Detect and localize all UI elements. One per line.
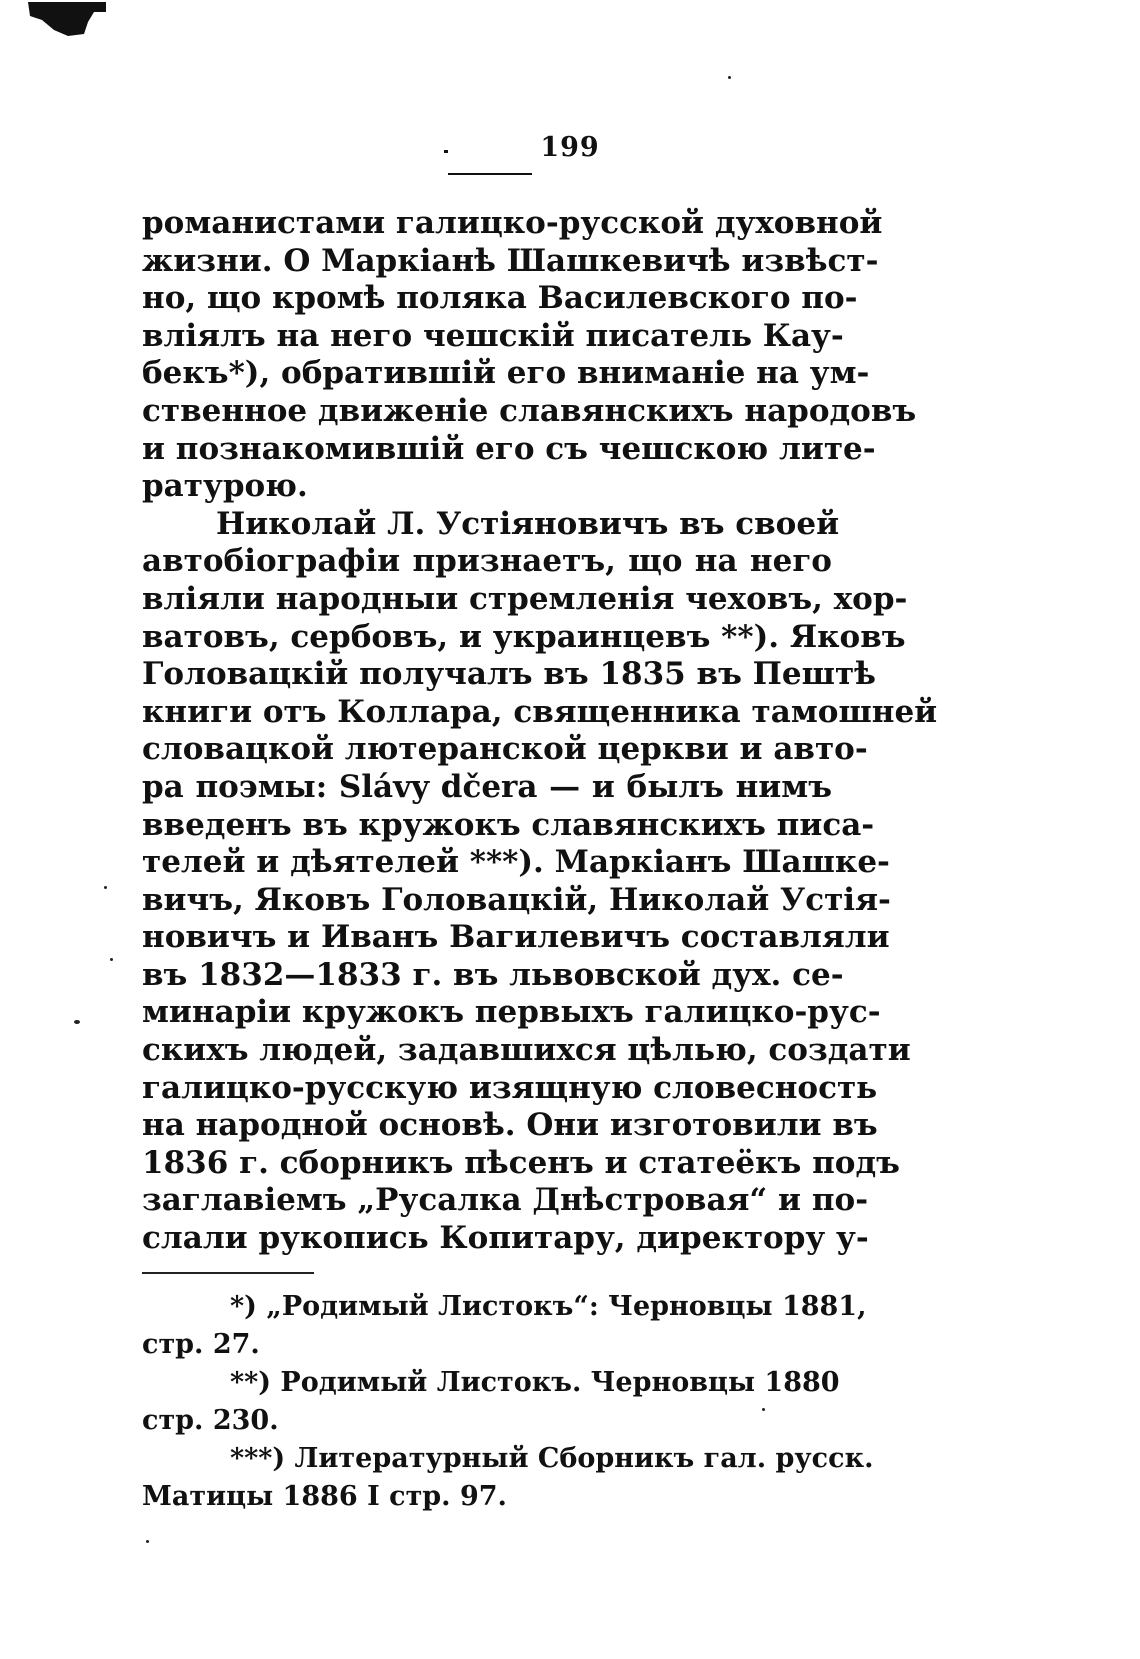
- footnote-separator: [142, 1272, 314, 1274]
- printer-mark-icon: [28, 0, 106, 40]
- page-number: 199: [540, 132, 600, 163]
- text-line: вліяли народныи стремленія чеховъ, хор-: [142, 580, 908, 617]
- text-line: вліялъ на него чешскій писатель Кау-: [142, 317, 844, 354]
- speck: [728, 76, 731, 79]
- paragraph-start-line: Николай Л. Устіяновичъ въ своей: [216, 505, 840, 542]
- text-line: ственное движеніе славянскихъ народовъ: [142, 392, 917, 429]
- text-line: новичъ и Иванъ Вагилевичъ составляли: [142, 919, 890, 956]
- speck: [110, 958, 113, 961]
- text-line: но, що кромѣ поляка Василевского по-: [142, 280, 858, 317]
- footnote-line: *) „Родимый Листокъ“: Черновцы 1881,: [230, 1291, 867, 1322]
- text-line: ватовъ, сербовъ, и украинцевъ **). Яковъ: [142, 618, 906, 655]
- text-line: ратурою.: [142, 468, 308, 505]
- page-number-rule: [448, 173, 532, 175]
- text-line: галицко-русскую изящную словесность: [142, 1069, 878, 1106]
- text-line: минаріи кружокъ первыхъ галицко-рус-: [142, 994, 881, 1031]
- text-line: жизни. О Маркіанѣ Шашкевичѣ извѣст-: [142, 242, 879, 279]
- text-line: заглавіемъ „Русалка Днѣстровая“ и по-: [142, 1182, 869, 1219]
- speck: [74, 1020, 80, 1024]
- text-line: бекъ*), обратившій его вниманіе на ум-: [142, 355, 870, 392]
- text-line: автобіографіи признаетъ, що на него: [142, 543, 832, 580]
- footnote-line: стр. 230.: [142, 1405, 279, 1436]
- text-line: скихъ людей, задавшихся цѣлью, создати: [142, 1032, 911, 1069]
- footnotes: [142, 1288, 874, 1516]
- text-line: слали рукопись Копитару, директору у-: [142, 1220, 869, 1257]
- speck: [104, 886, 107, 889]
- footnote-line: Матицы 1886 I стр. 97.: [142, 1481, 507, 1512]
- text-line: въ 1832—1833 г. въ львовской дух. се-: [142, 956, 844, 993]
- text-line: на народной основѣ. Они изготовили въ: [142, 1107, 878, 1144]
- text-line: вичъ, Яковъ Головацкій, Николай Устія-: [142, 881, 891, 918]
- text-line: книги отъ Коллара, священника тамошней: [142, 693, 938, 730]
- footnote-line: стр. 27.: [142, 1329, 260, 1360]
- text-line: введенъ въ кружокъ славянскихъ писа-: [142, 806, 875, 843]
- text-line: словацкой лютеранской церкви и авто-: [142, 731, 868, 768]
- text-line: 1836 г. сборникъ пѣсенъ и статеёкъ подъ: [142, 1144, 900, 1181]
- footnote-line: ***) Литературный Сборникъ гал. русск.: [230, 1443, 874, 1474]
- text-line: ра поэмы: Slávy dčera — и былъ нимъ: [142, 768, 832, 805]
- speck: [146, 1540, 149, 1543]
- text-line: Головацкій получалъ въ 1835 въ Пештѣ: [142, 656, 876, 693]
- text-line: и познакомившій его съ чешскою лите-: [142, 430, 876, 467]
- footnote-line: **) Родимый Листокъ. Черновцы 1880: [230, 1367, 840, 1398]
- body-text: [142, 205, 938, 1258]
- text-line: телей и дѣятелей ***). Маркіанъ Шашке-: [142, 844, 890, 881]
- text-line: романистами галицко-русской духовной: [142, 205, 883, 241]
